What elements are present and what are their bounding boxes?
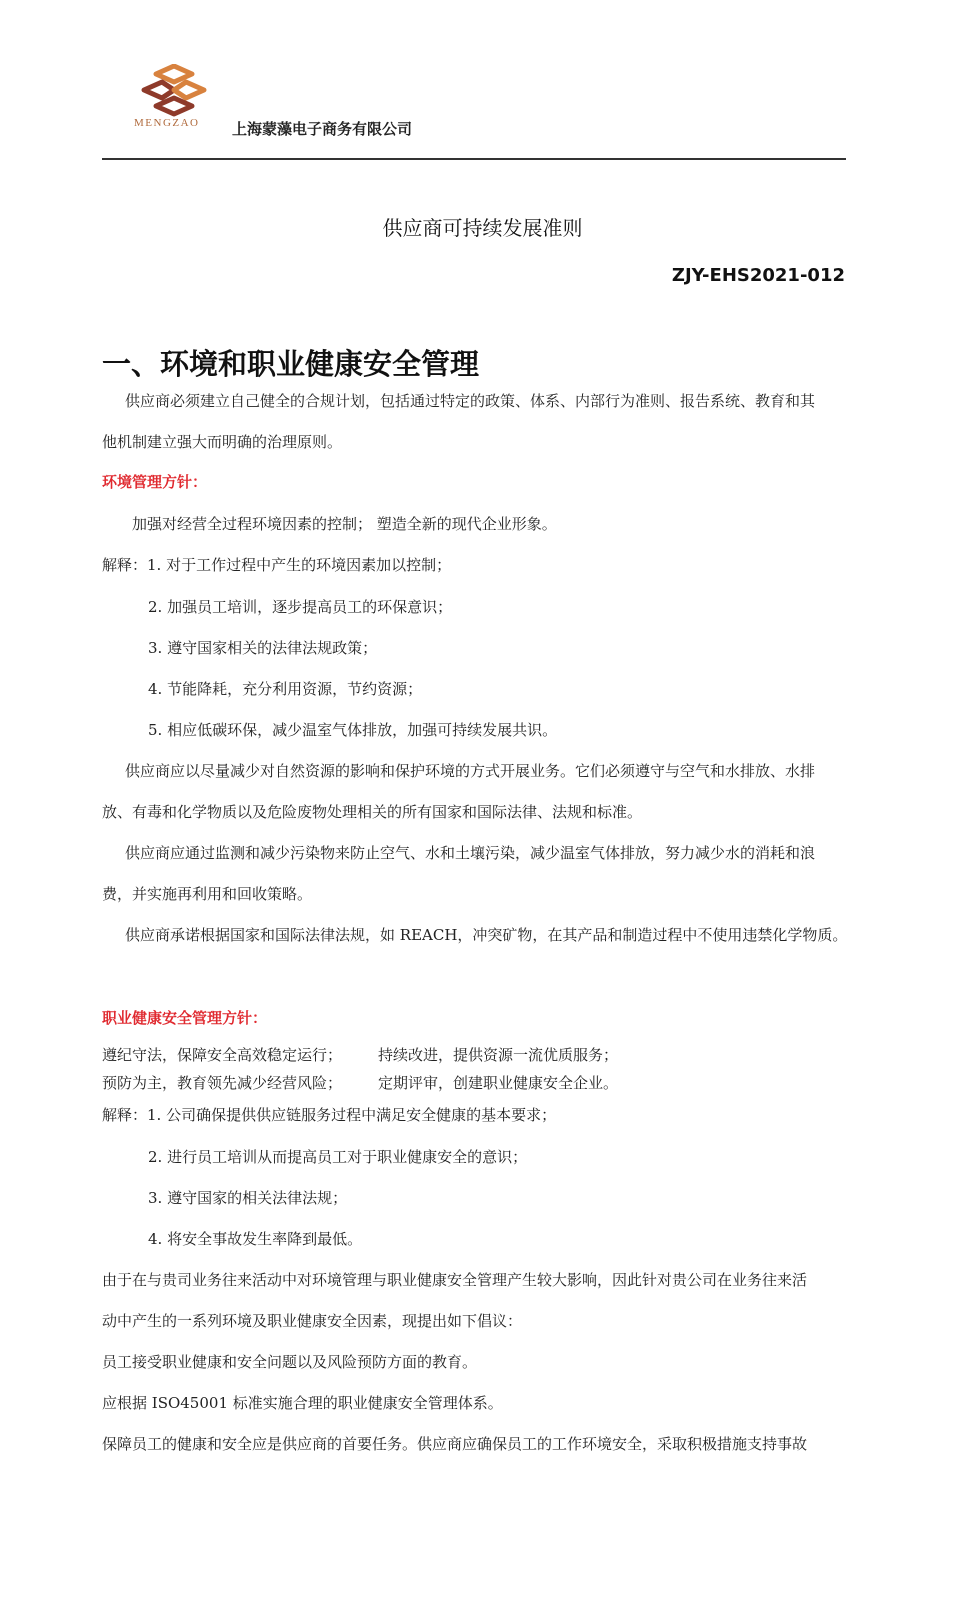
env-explain-2: 2. 加强员工培训，逐步提高员工的环保意识； bbox=[148, 598, 453, 616]
ohs-para4: 保障员工的健康和安全应是供应商的首要任务。供应商应确保员工的工作环境安全，采取积极措施支持事故 bbox=[102, 1435, 808, 1453]
env-para2-line1: 供应商应通过监测和减少污染物来防止空气、水和土壤污染，减少温室气体排放，努力减少水的消耗和浪 bbox=[125, 844, 816, 862]
header-divider bbox=[102, 158, 846, 160]
ohs-explain-1: 解释：1. 公司确保提供供应链服务过程中满足安全健康的基本要求； bbox=[102, 1106, 557, 1124]
env-para2-line2: 费，并实施再利用和回收策略。 bbox=[102, 885, 313, 903]
ohs-para3: 应根据 ISO45001 标准实施合理的职业健康安全管理体系。 bbox=[102, 1394, 503, 1412]
env-explain-4: 4. 节能降耗，充分利用资源，节约资源； bbox=[148, 680, 423, 698]
ohs-policy-1a: 遵纪守法，保障安全高效稳定运行； bbox=[102, 1046, 343, 1064]
document-title: 供应商可持续发展准则 bbox=[382, 216, 583, 240]
ohs-explain-2: 2. 进行员工培训从而提高员工对于职业健康安全的意识； bbox=[148, 1148, 528, 1166]
env-para1-line1: 供应商应以尽量减少对自然资源的影响和保护环境的方式开展业务。它们必须遵守与空气和水排放、水排 bbox=[125, 762, 816, 780]
logo-wordmark: MENGZAO bbox=[134, 117, 200, 129]
ohs-para2: 员工接受职业健康和安全问题以及风险预防方面的教育。 bbox=[102, 1353, 478, 1371]
company-name: 上海蒙藻电子商务有限公司 bbox=[232, 120, 413, 138]
ohs-explain-4: 4. 将安全事故发生率降到最低。 bbox=[148, 1230, 363, 1248]
ohs-policy-1b: 持续改进，提供资源一流优质服务； bbox=[378, 1046, 619, 1064]
ohs-policy-2a: 预防为主，教育领先减少经营风险； bbox=[102, 1074, 343, 1092]
env-policy-heading: 环境管理方针： bbox=[102, 473, 208, 491]
ohs-para1-line1: 由于在与贵司业务往来活动中对环境管理与职业健康安全管理产生较大影响，因此针对贵公司在业务往来活 bbox=[102, 1271, 808, 1289]
ohs-para1-line2: 动中产生的一系列环境及职业健康安全因素，现提出如下倡议： bbox=[102, 1312, 523, 1330]
env-explain-5: 5. 相应低碳环保，减少温室气体排放，加强可持续发展共识。 bbox=[148, 721, 558, 739]
intro-line-1: 供应商必须建立自己健全的合规计划，包括通过特定的政策、体系、内部行为准则、报告系统、教育和其 bbox=[125, 392, 816, 410]
ohs-explain-3: 3. 遵守国家的相关法律法规； bbox=[148, 1189, 348, 1207]
env-para3: 供应商承诺根据国家和国际法律法规，如 REACH，冲突矿物，在其产品和制造过程中不使用违禁化学物质。 bbox=[125, 926, 848, 944]
env-explain-3: 3. 遵守国家相关的法律法规政策； bbox=[148, 639, 378, 657]
section-heading: 一、环境和职业健康安全管理 bbox=[102, 347, 480, 381]
document-code: ZJY-EHS2021-012 bbox=[671, 265, 845, 286]
env-policy-text: 加强对经营全过程环境因素的控制； 塑造全新的现代企业形象。 bbox=[132, 515, 557, 533]
ohs-policy-2b: 定期评审，创建职业健康安全企业。 bbox=[378, 1074, 619, 1092]
intro-line-2: 他机制建立强大而明确的治理原则。 bbox=[102, 433, 343, 451]
ohs-policy-heading: 职业健康安全管理方针： bbox=[102, 1009, 268, 1027]
env-para1-line2: 放、有毒和化学物质以及危险废物处理相关的所有国家和国际法律、法规和标准。 bbox=[102, 803, 643, 821]
env-explain-1: 解释：1. 对于工作过程中产生的环境因素加以控制； bbox=[102, 556, 452, 574]
